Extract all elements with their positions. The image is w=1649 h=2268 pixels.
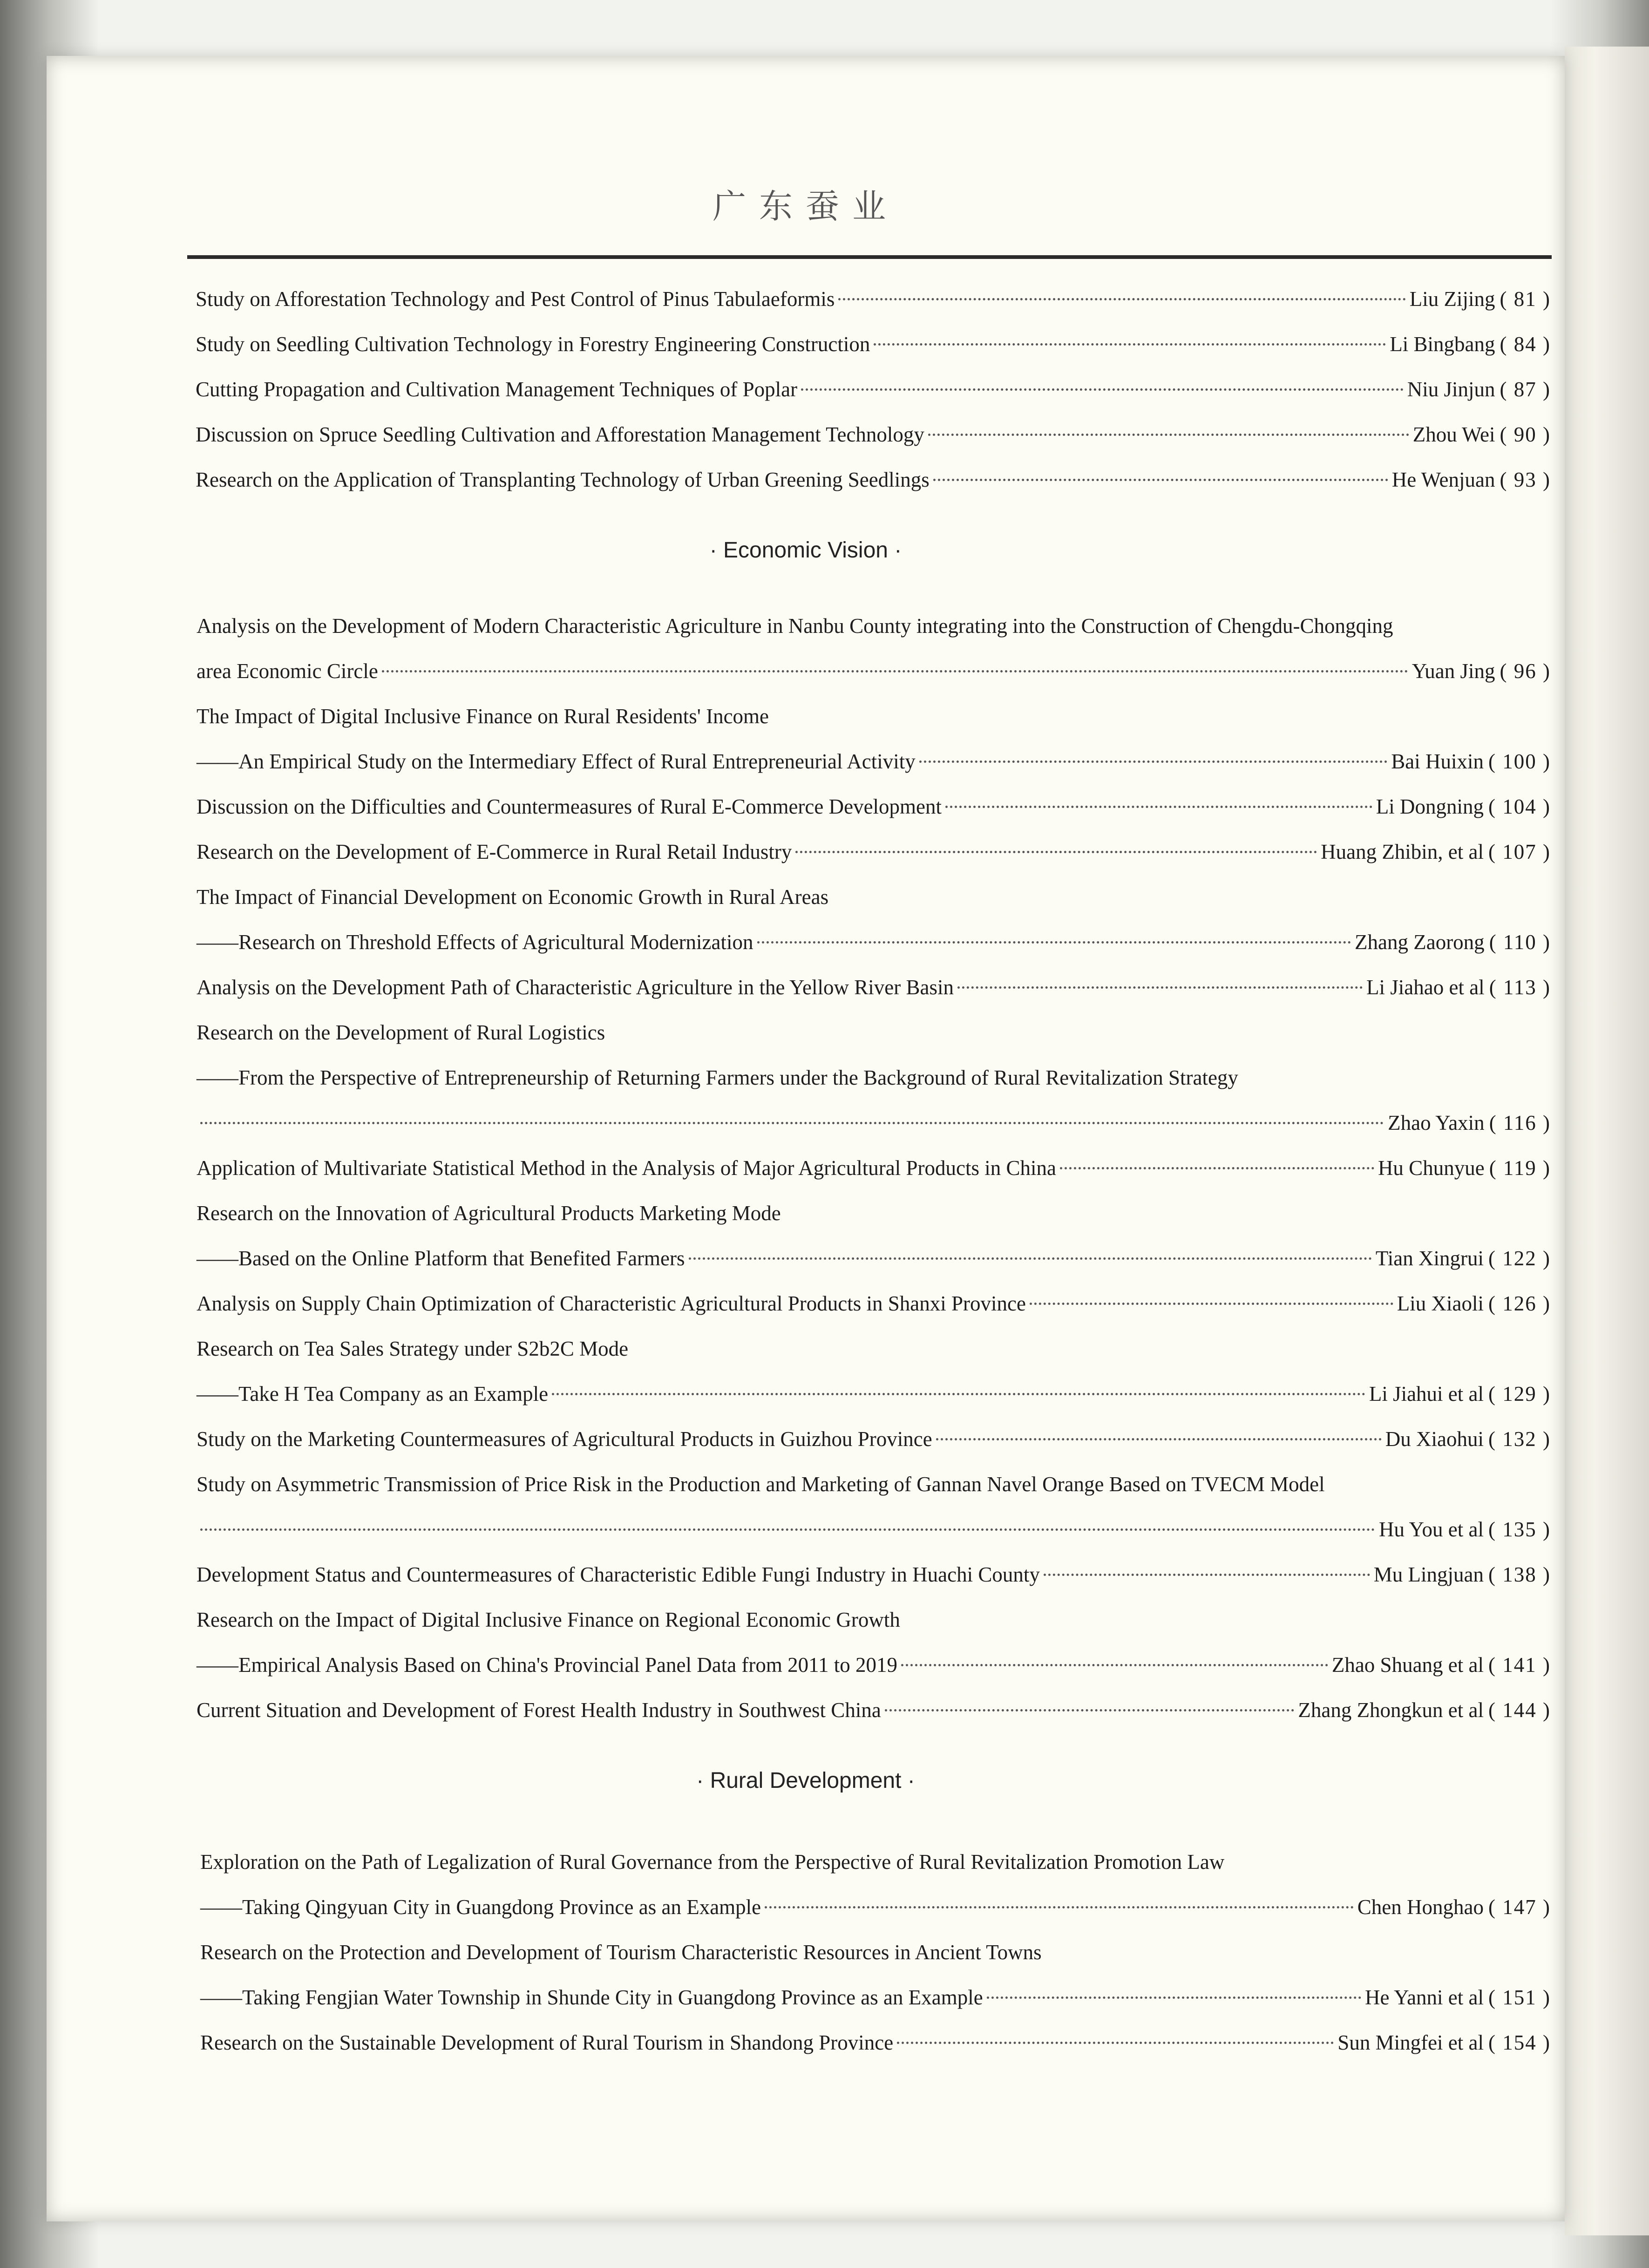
toc-entry-line bbox=[196, 330, 1551, 358]
toc-entry-line bbox=[197, 838, 1551, 866]
toc-title-line: Research on the Impact of Digital Inclusive Finance on Regional Economic Growth bbox=[197, 1608, 900, 1631]
page-edge bbox=[1565, 47, 1649, 2235]
entry-author: He Wenjuan bbox=[1391, 468, 1495, 491]
leader-dots bbox=[382, 670, 1408, 672]
entry-author: Zhao Shuang et al bbox=[1331, 1653, 1484, 1677]
entry-page: ( 116 ) bbox=[1489, 1111, 1551, 1134]
journal-title: 广东蚕业 bbox=[712, 187, 899, 226]
toc-entry-line bbox=[197, 1651, 1551, 1679]
toc-entry-line bbox=[196, 375, 1551, 403]
entry-author: Sun Mingfei et al bbox=[1337, 2031, 1484, 2054]
toc-entry-line bbox=[200, 2029, 1551, 2057]
entry-title: Application of Multivariate Statistical Method in the Analysis of Major Agricultural Products in China bbox=[197, 1156, 1056, 1180]
toc-entry-line bbox=[197, 1154, 1551, 1182]
toc-title-line: ——From the Perspective of Entrepreneurship of Returning Farmers under the Background of Rural Revitalization Strategy bbox=[197, 1066, 1238, 1089]
entry-page: ( 147 ) bbox=[1488, 1895, 1551, 1919]
toc-entry-line bbox=[197, 1109, 1551, 1137]
entry-author: Huang Zhibin, et al bbox=[1321, 840, 1484, 863]
toc-entry-line bbox=[197, 1696, 1551, 1724]
leader-dots bbox=[936, 1438, 1382, 1440]
entry-title: ——Taking Qingyuan City in Guangdong Province as an Example bbox=[200, 1895, 761, 1919]
toc-title-line: Exploration on the Path of Legalization of Rural Governance from the Perspective of Rural Revitalization Promotion Law bbox=[200, 1850, 1225, 1874]
section-heading: · Economic Vision · bbox=[709, 538, 902, 563]
toc-entries bbox=[47, 56, 1565, 2221]
entry-page: ( 90 ) bbox=[1500, 423, 1551, 446]
toc-entry-line bbox=[197, 928, 1551, 956]
toc-entry-line bbox=[197, 1515, 1551, 1543]
entry-page: ( 126 ) bbox=[1488, 1292, 1551, 1315]
toc-title-line: The Impact of Digital Inclusive Finance on Rural Residents' Income bbox=[197, 705, 769, 728]
leader-dots bbox=[885, 1709, 1295, 1711]
toc-title-line: Research on the Innovation of Agricultural Products Marketing Mode bbox=[197, 1202, 781, 1225]
entry-author: Chen Honghao bbox=[1357, 1895, 1484, 1919]
leader-dots bbox=[765, 1906, 1354, 1908]
leader-dots bbox=[552, 1393, 1365, 1395]
toc-entry-line bbox=[197, 1380, 1551, 1408]
leader-dots bbox=[1060, 1167, 1374, 1169]
entry-page: ( 122 ) bbox=[1488, 1247, 1551, 1270]
entry-title: ——Empirical Analysis Based on China's Provincial Panel Data from 2011 to 2019 bbox=[197, 1653, 897, 1677]
entry-page: ( 81 ) bbox=[1500, 287, 1551, 311]
entry-title: Analysis on Supply Chain Optimization of Characteristic Agricultural Products in Shanxi Province bbox=[197, 1292, 1026, 1315]
entry-page: ( 93 ) bbox=[1500, 468, 1551, 491]
entry-author: Li Jiahui et al bbox=[1369, 1382, 1484, 1406]
toc-entry-line bbox=[197, 973, 1551, 1001]
toc-title-line: Research on the Development of Rural Logistics bbox=[197, 1021, 605, 1044]
entry-author: Liu Xiaoli bbox=[1397, 1292, 1484, 1315]
entry-author: He Yanni et al bbox=[1365, 1986, 1484, 2009]
entry-page: ( 151 ) bbox=[1488, 1986, 1551, 2009]
toc-title-line: Research on the Protection and Development of Tourism Characteristic Resources in Ancient Towns bbox=[200, 1941, 1042, 1964]
entry-page: ( 113 ) bbox=[1489, 976, 1551, 999]
entry-title: Study on the Marketing Countermeasures of Agricultural Products in Guizhou Province bbox=[197, 1427, 932, 1451]
toc-entry-line bbox=[200, 1983, 1551, 2011]
leader-dots bbox=[919, 761, 1388, 763]
leader-dots bbox=[945, 806, 1372, 808]
leader-dots bbox=[1044, 1574, 1370, 1576]
entry-title: Study on Afforestation Technology and Pest Control of Pinus Tabulaeformis bbox=[196, 287, 835, 311]
toc-title-line: Study on Asymmetric Transmission of Price Risk in the Production and Marketing of Gannan Navel Orange Based on TVECM Model bbox=[197, 1473, 1325, 1496]
entry-page: ( 84 ) bbox=[1500, 333, 1551, 356]
toc-entry-line bbox=[196, 466, 1551, 494]
entry-page: ( 104 ) bbox=[1488, 795, 1551, 818]
entry-title: Discussion on the Difficulties and Countermeasures of Rural E-Commerce Development bbox=[197, 795, 942, 818]
leader-dots bbox=[987, 1996, 1361, 1999]
entry-author: Niu Jinjun bbox=[1407, 378, 1495, 401]
entry-page: ( 144 ) bbox=[1488, 1698, 1551, 1722]
entry-page: ( 141 ) bbox=[1488, 1653, 1551, 1677]
section-heading: · Rural Development · bbox=[696, 1768, 915, 1793]
entry-page: ( 132 ) bbox=[1488, 1427, 1551, 1451]
entry-author: Tian Xingrui bbox=[1375, 1247, 1484, 1270]
toc-entry-line bbox=[197, 1244, 1551, 1272]
leader-dots bbox=[795, 851, 1317, 853]
entry-author: Liu Zijing bbox=[1409, 287, 1495, 311]
entry-author: Li Bingbang bbox=[1390, 333, 1495, 356]
toc-page bbox=[47, 56, 1565, 2221]
entry-page: ( 110 ) bbox=[1489, 930, 1551, 954]
entry-author: Zhang Zhongkun et al bbox=[1298, 1698, 1484, 1722]
leader-dots bbox=[838, 298, 1405, 300]
leader-dots bbox=[1030, 1303, 1393, 1305]
leader-dots bbox=[928, 434, 1409, 436]
leader-dots bbox=[200, 1528, 1375, 1531]
leader-dots bbox=[897, 2042, 1334, 2044]
entry-author: Hu Chunyue bbox=[1378, 1156, 1485, 1180]
entry-author: Bai Huixin bbox=[1391, 750, 1484, 773]
entry-title: Discussion on Spruce Seedling Cultivation and Afforestation Management Technology bbox=[196, 423, 924, 446]
entry-page: ( 135 ) bbox=[1488, 1518, 1551, 1541]
entry-title: ——Based on the Online Platform that Benefited Farmers bbox=[197, 1247, 685, 1270]
entry-page: ( 100 ) bbox=[1488, 750, 1551, 773]
toc-title-line: Analysis on the Development of Modern Characteristic Agriculture in Nanbu County integrating into the Construction of Chengdu-Chongqing bbox=[197, 614, 1393, 638]
entry-title: Analysis on the Development Path of Characteristic Agriculture in the Yellow River Basin bbox=[197, 976, 954, 999]
entry-page: ( 96 ) bbox=[1500, 659, 1551, 683]
entry-title: ——Take H Tea Company as an Example bbox=[197, 1382, 549, 1406]
entry-page: ( 138 ) bbox=[1488, 1563, 1551, 1586]
leader-dots bbox=[200, 1122, 1384, 1124]
toc-entry-line bbox=[197, 657, 1551, 685]
toc-entry-line bbox=[197, 1561, 1551, 1589]
toc-entry-line bbox=[200, 1893, 1551, 1921]
leader-dots bbox=[957, 986, 1363, 989]
toc-entry-line bbox=[197, 1290, 1551, 1317]
entry-title: Study on Seedling Cultivation Technology in Forestry Engineering Construction bbox=[196, 333, 870, 356]
entry-author: Mu Lingjuan bbox=[1373, 1563, 1484, 1586]
toc-entry-line bbox=[197, 793, 1551, 821]
toc-title-line: Research on Tea Sales Strategy under S2b2C Mode bbox=[197, 1337, 629, 1360]
leader-dots bbox=[933, 479, 1388, 481]
entry-author: Li Dongning bbox=[1376, 795, 1484, 818]
entry-author: Zhao Yaxin bbox=[1388, 1111, 1485, 1134]
toc-entry-line bbox=[196, 285, 1551, 313]
entry-title: ——Research on Threshold Effects of Agricultural Modernization bbox=[197, 930, 753, 954]
entry-page: ( 107 ) bbox=[1488, 840, 1551, 863]
leader-dots bbox=[801, 388, 1404, 391]
entry-title: ——Taking Fengjian Water Township in Shunde City in Guangdong Province as an Example bbox=[200, 1986, 983, 2009]
entry-title: ——An Empirical Study on the Intermediary Effect of Rural Entrepreneurial Activity bbox=[197, 750, 916, 773]
entry-title: area Economic Circle bbox=[197, 659, 378, 683]
entry-page: ( 154 ) bbox=[1488, 2031, 1551, 2054]
entry-title: Current Situation and Development of Forest Health Industry in Southwest China bbox=[197, 1698, 881, 1722]
entry-author: Hu You et al bbox=[1378, 1518, 1484, 1541]
entry-title: Research on the Development of E-Commerce in Rural Retail Industry bbox=[197, 840, 792, 863]
entry-page: ( 87 ) bbox=[1500, 378, 1551, 401]
entry-title: Cutting Propagation and Cultivation Management Techniques of Poplar bbox=[196, 378, 798, 401]
toc-entry-line bbox=[197, 747, 1551, 775]
entry-author: Li Jiahao et al bbox=[1366, 976, 1485, 999]
leader-dots bbox=[757, 941, 1351, 944]
toc-entry-line bbox=[196, 421, 1551, 448]
entry-page: ( 129 ) bbox=[1488, 1382, 1551, 1406]
entry-title: Research on the Sustainable Development of Rural Tourism in Shandong Province bbox=[200, 2031, 894, 2054]
entry-author: Zhang Zaorong bbox=[1355, 930, 1485, 954]
entry-author: Zhou Wei bbox=[1412, 423, 1495, 446]
entry-title: Development Status and Countermeasures of Characteristic Edible Fungi Industry in Huachi County bbox=[197, 1563, 1040, 1586]
entry-author: Yuan Jing bbox=[1411, 659, 1495, 683]
toc-entry-line bbox=[197, 1425, 1551, 1453]
leader-dots bbox=[901, 1664, 1328, 1666]
leader-dots bbox=[689, 1257, 1372, 1260]
entry-title: Research on the Application of Transplanting Technology of Urban Greening Seedlings bbox=[196, 468, 930, 491]
entry-page: ( 119 ) bbox=[1489, 1156, 1551, 1180]
leader-dots bbox=[874, 343, 1386, 346]
toc-title-line: The Impact of Financial Development on Economic Growth in Rural Areas bbox=[197, 885, 829, 909]
entry-author: Du Xiaohui bbox=[1385, 1427, 1484, 1451]
